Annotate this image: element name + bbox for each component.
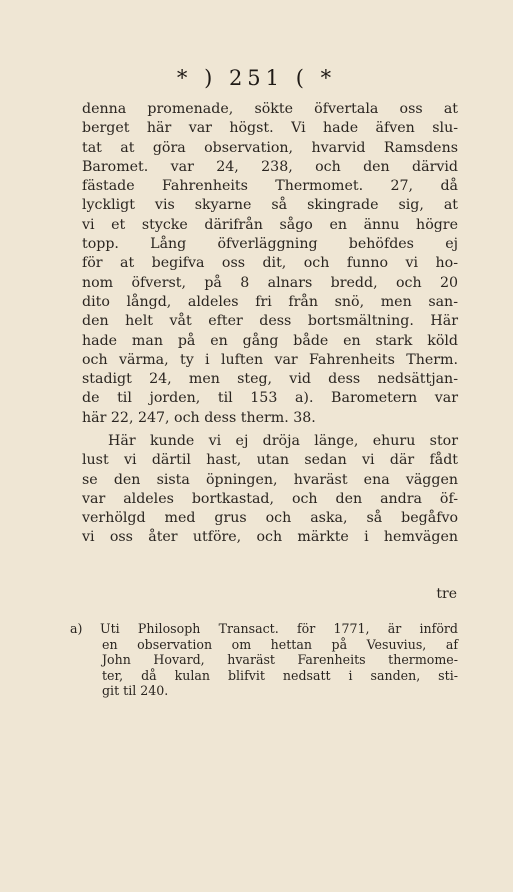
text-line: här 22, 247, och dess therm. 38. [82,409,316,426]
text-line: de til jorden, til 153 a). Barometern var [82,390,458,407]
text-line: var aldeles bortkastad, och den andra öf- [82,490,458,507]
catchword: tre [436,586,457,602]
text-line: tat at göra observation, hvarvid Ramsdens [82,139,458,156]
text-line: och värma, ty i luften var Fahrenheits Therm. [82,351,458,368]
footnote [70,621,458,699]
paragraph-2 [82,432,458,548]
text-line: för at begifva oss dit, och funno vi ho- [82,255,458,272]
text-line: se den sista öpningen, hvaräst ena väggen [82,471,458,488]
page-header: * ) 251 ( * [176,66,337,90]
text-line: topp. Lång öfverläggning behöfdes ej [82,236,458,253]
footnote-line: en observation om hettan på Vesuvius, af [102,636,458,652]
text-line: stadigt 24, men steg, vid dess nedsättjan- [82,371,458,388]
text-line: hade man på en gång både en stark köld [82,332,458,349]
text-line: berget här var högst. Vi hade äfven slu- [82,120,458,137]
text-line: dito långd, aldeles fri från snö, men san- [82,293,458,310]
text-line: vi et stycke därifrån sågo en ännu högre [82,216,458,233]
text-line: lust vi därtil hast, utan sedan vi där fådt [82,452,458,469]
text-line: Baromet. var 24, 238, och den därvid [82,158,458,175]
text-line: Här kunde vi ej dröja länge, ehuru stor [108,433,458,449]
text-line: lyckligt vis skyarne så skingrade sig, at [82,197,458,214]
footnote-line: John Hovard, hvaräst Farenheits thermome- [102,652,458,668]
text-line: verhölgd med grus och aska, så begåfvo [82,510,458,527]
text-line: vi oss åter utföre, och märkte i hemvägen [82,529,458,546]
footnote-mark: a) [70,621,83,636]
footnote-line: git til 240. [102,683,169,699]
footnote-line: Uti Philosoph Transact. för 1771, är införd [100,621,458,636]
paragraph-1 [82,100,458,428]
footnote-line: ter, då kulan blifvit nedsatt i sanden, sti- [102,667,458,683]
text-line: den helt våt efter dess bortsmältning. Här [82,313,458,330]
text-line: nom öfverst, på 8 alnars bredd, och 20 [82,274,458,291]
text-line: denna promenade, sökte öfvertala oss at [82,101,458,117]
text-line: fästade Fahrenheits Thermomet. 27, då [82,178,458,195]
